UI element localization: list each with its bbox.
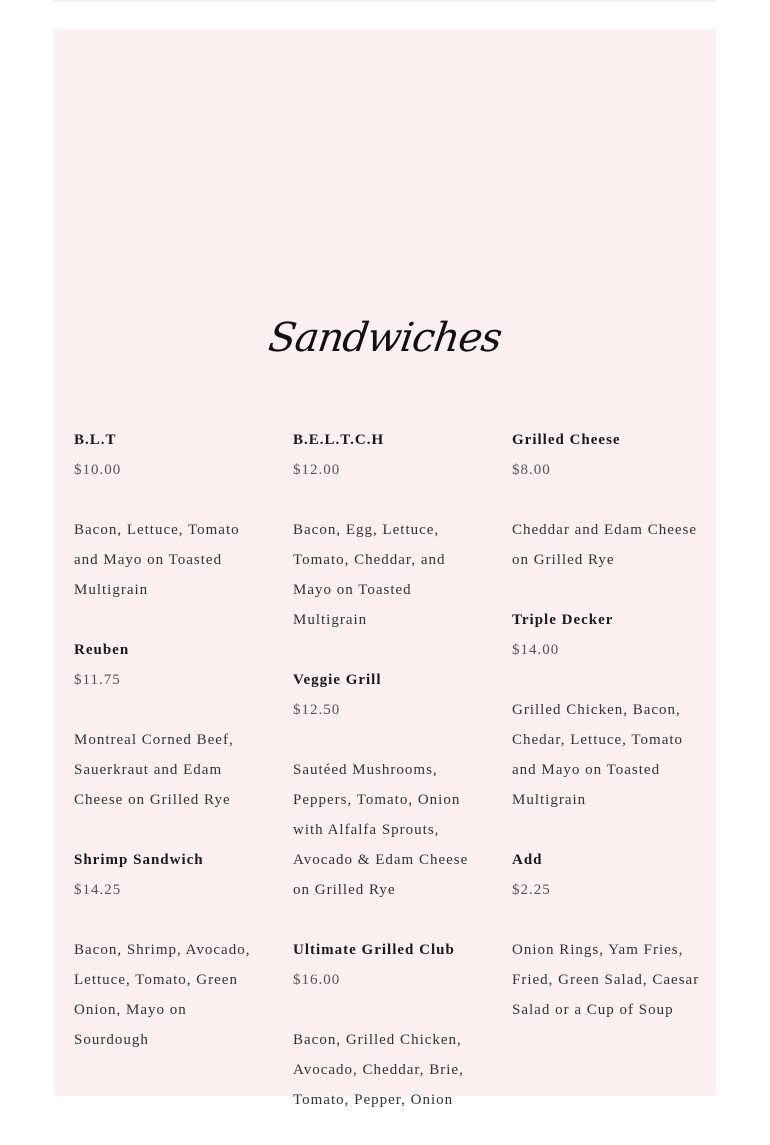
- menu-item-name: B.L.T: [74, 432, 117, 448]
- menu-item: [74, 425, 266, 605]
- menu-item-description: Bacon, Lettuce, Tomato and Mayo on Toasted Multigrain: [74, 522, 240, 598]
- menu-item-name: Reuben: [74, 642, 130, 658]
- menu-item-name: Veggie Grill: [293, 672, 382, 688]
- menu-item: [293, 935, 471, 1115]
- menu-item: [74, 845, 266, 1055]
- menu-item-description: Grilled Chicken, Bacon, Chedar, Lettuce, Tomato and Mayo on Toasted Multigrain: [512, 702, 684, 808]
- menu-item-name: Ultimate Grilled Club: [293, 942, 455, 958]
- menu-item-price: $2.25: [512, 882, 551, 898]
- menu-item-name: B.E.L.T.C.H: [293, 432, 385, 448]
- menu-column-3: [512, 425, 702, 1055]
- menu-item-description: Sautéed Mushrooms, Peppers, Tomato, Onion with Alfalfa Sprouts, Avocado & Edam Cheese on Grilled Rye: [293, 762, 469, 898]
- menu-item-price: $11.75: [74, 672, 121, 688]
- menu-item-price: $14.00: [512, 642, 560, 658]
- menu-item-description: Onion Rings, Yam Fries, Fried, Green Salad, Caesar Salad or a Cup of Soup: [512, 942, 700, 1018]
- section-title: Sandwiches: [265, 315, 505, 361]
- menu-item-price: $16.00: [293, 972, 341, 988]
- menu-item: [74, 635, 266, 815]
- menu-item-price: $12.50: [293, 702, 341, 718]
- menu-item-description: Bacon, Shrimp, Avocado, Lettuce, Tomato, Green Onion, Mayo on Sourdough: [74, 942, 251, 1048]
- menu-item: [293, 665, 471, 905]
- menu-item: [512, 845, 702, 1025]
- menu-item-description: Cheddar and Edam Cheese on Grilled Rye: [512, 522, 698, 568]
- menu-column-1: [74, 425, 266, 1085]
- menu-item: [293, 425, 471, 635]
- menu-item-name: Shrimp Sandwich: [74, 852, 204, 868]
- menu-section-panel: [54, 29, 716, 1108]
- menu-item-description: Montreal Corned Beef, Sauerkraut and Edam Cheese on Grilled Rye: [74, 732, 234, 808]
- menu-item-price: $14.25: [74, 882, 122, 898]
- top-divider: [54, 0, 716, 2]
- menu-item-description: Bacon, Grilled Chicken, Avocado, Cheddar, Brie, Tomato, Pepper, Onion: [293, 1032, 464, 1108]
- menu-item-description: Bacon, Egg, Lettuce, Tomato, Cheddar, and Mayo on Toasted Multigrain: [293, 522, 446, 628]
- menu-item-price: $10.00: [74, 462, 122, 478]
- menu-item: [512, 425, 702, 575]
- menu-item-name: Grilled Cheese: [512, 432, 621, 448]
- menu-item-price: $12.00: [293, 462, 341, 478]
- menu-column-2: [293, 425, 471, 1145]
- menu-item-name: Triple Decker: [512, 612, 614, 628]
- menu-item: [512, 605, 702, 815]
- menu-item-name: Add: [512, 852, 543, 868]
- menu-item-price: $8.00: [512, 462, 551, 478]
